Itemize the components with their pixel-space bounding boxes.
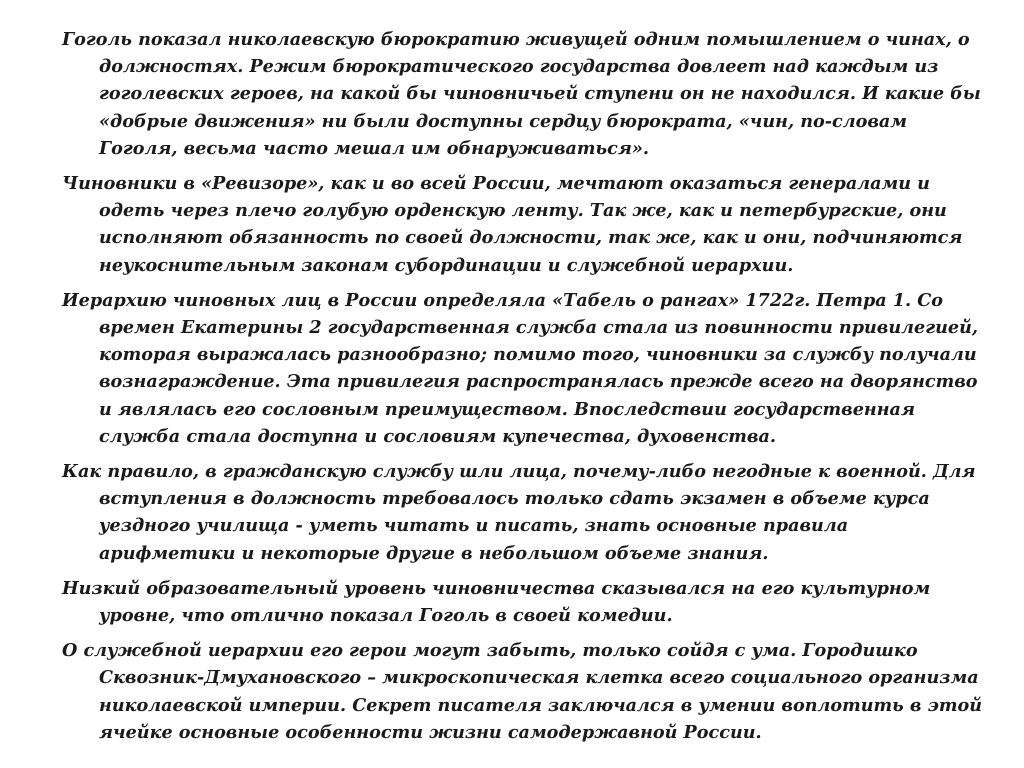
paragraph-table-of-ranks: Иерархию чиновных лиц в России определяла «Табель о рангах» 1722г. Петра 1. Со времен Екатерины 2 государственная служба стала из повинности привилегией, которая выражалась разнообразно; помимо того, чиновники за службу получали вознаграждение. Эта привилегия распространялась прежде всего на дворянство и являлась его сословным преимуществом. Впоследствии государственная служба стала доступна и сословиям купечества, духовенства. [62,289,979,447]
paragraph-revizor-officials: Чиновники в «Ревизоре», как и во всей России, мечтают оказаться генералами и одеть через плечо голубую орденскую ленту. Так же, как и петербургские, они исполняют обязанность по своей должности, так же, как и они, подчиняются неукоснительным законам субординации и служебной иерархии. [62,173,963,276]
paragraph-gogol-bureaucracy: Гоголь показал николаевскую бюрократию живущей одним помышлением о чинах, о должностях. Режим бюрократического государства довлеет над каждым из гоголевских героев, на какой бы чиновничьей ступени он не находился. И какие бы «добрые движения» ни были доступны сердцу бюрократа, «чин, по-словам Гоголя, весьма часто мешал им обнаруживаться». [62,29,981,159]
paragraph-civil-service: Как правило, в гражданскую службу шли лица, почему-либо негодные к военной. Для вступления в должность требовалось только сдать экзамен в объеме курса уездного училища - уметь читать и писать, знать основные правила арифметики и некоторые другие в небольшом объеме знания. [62,461,976,564]
paragraph-hierarchy-conclusion: О служебной иерархии его герои могут забыть, только сойдя с ума. Городишко Сквозник-Дмухановского – микроскопическая клетка всего социального организма николаевской империи. Секрет писателя заключался в умении воплотить в этой ячейке основные особенности жизни самодержавной России. [62,640,983,743]
paragraph-education-level: Низкий образовательный уровень чиновничества сказывался на его культурном уровне, что отлично показал Гоголь в своей комедии. [62,577,931,627]
